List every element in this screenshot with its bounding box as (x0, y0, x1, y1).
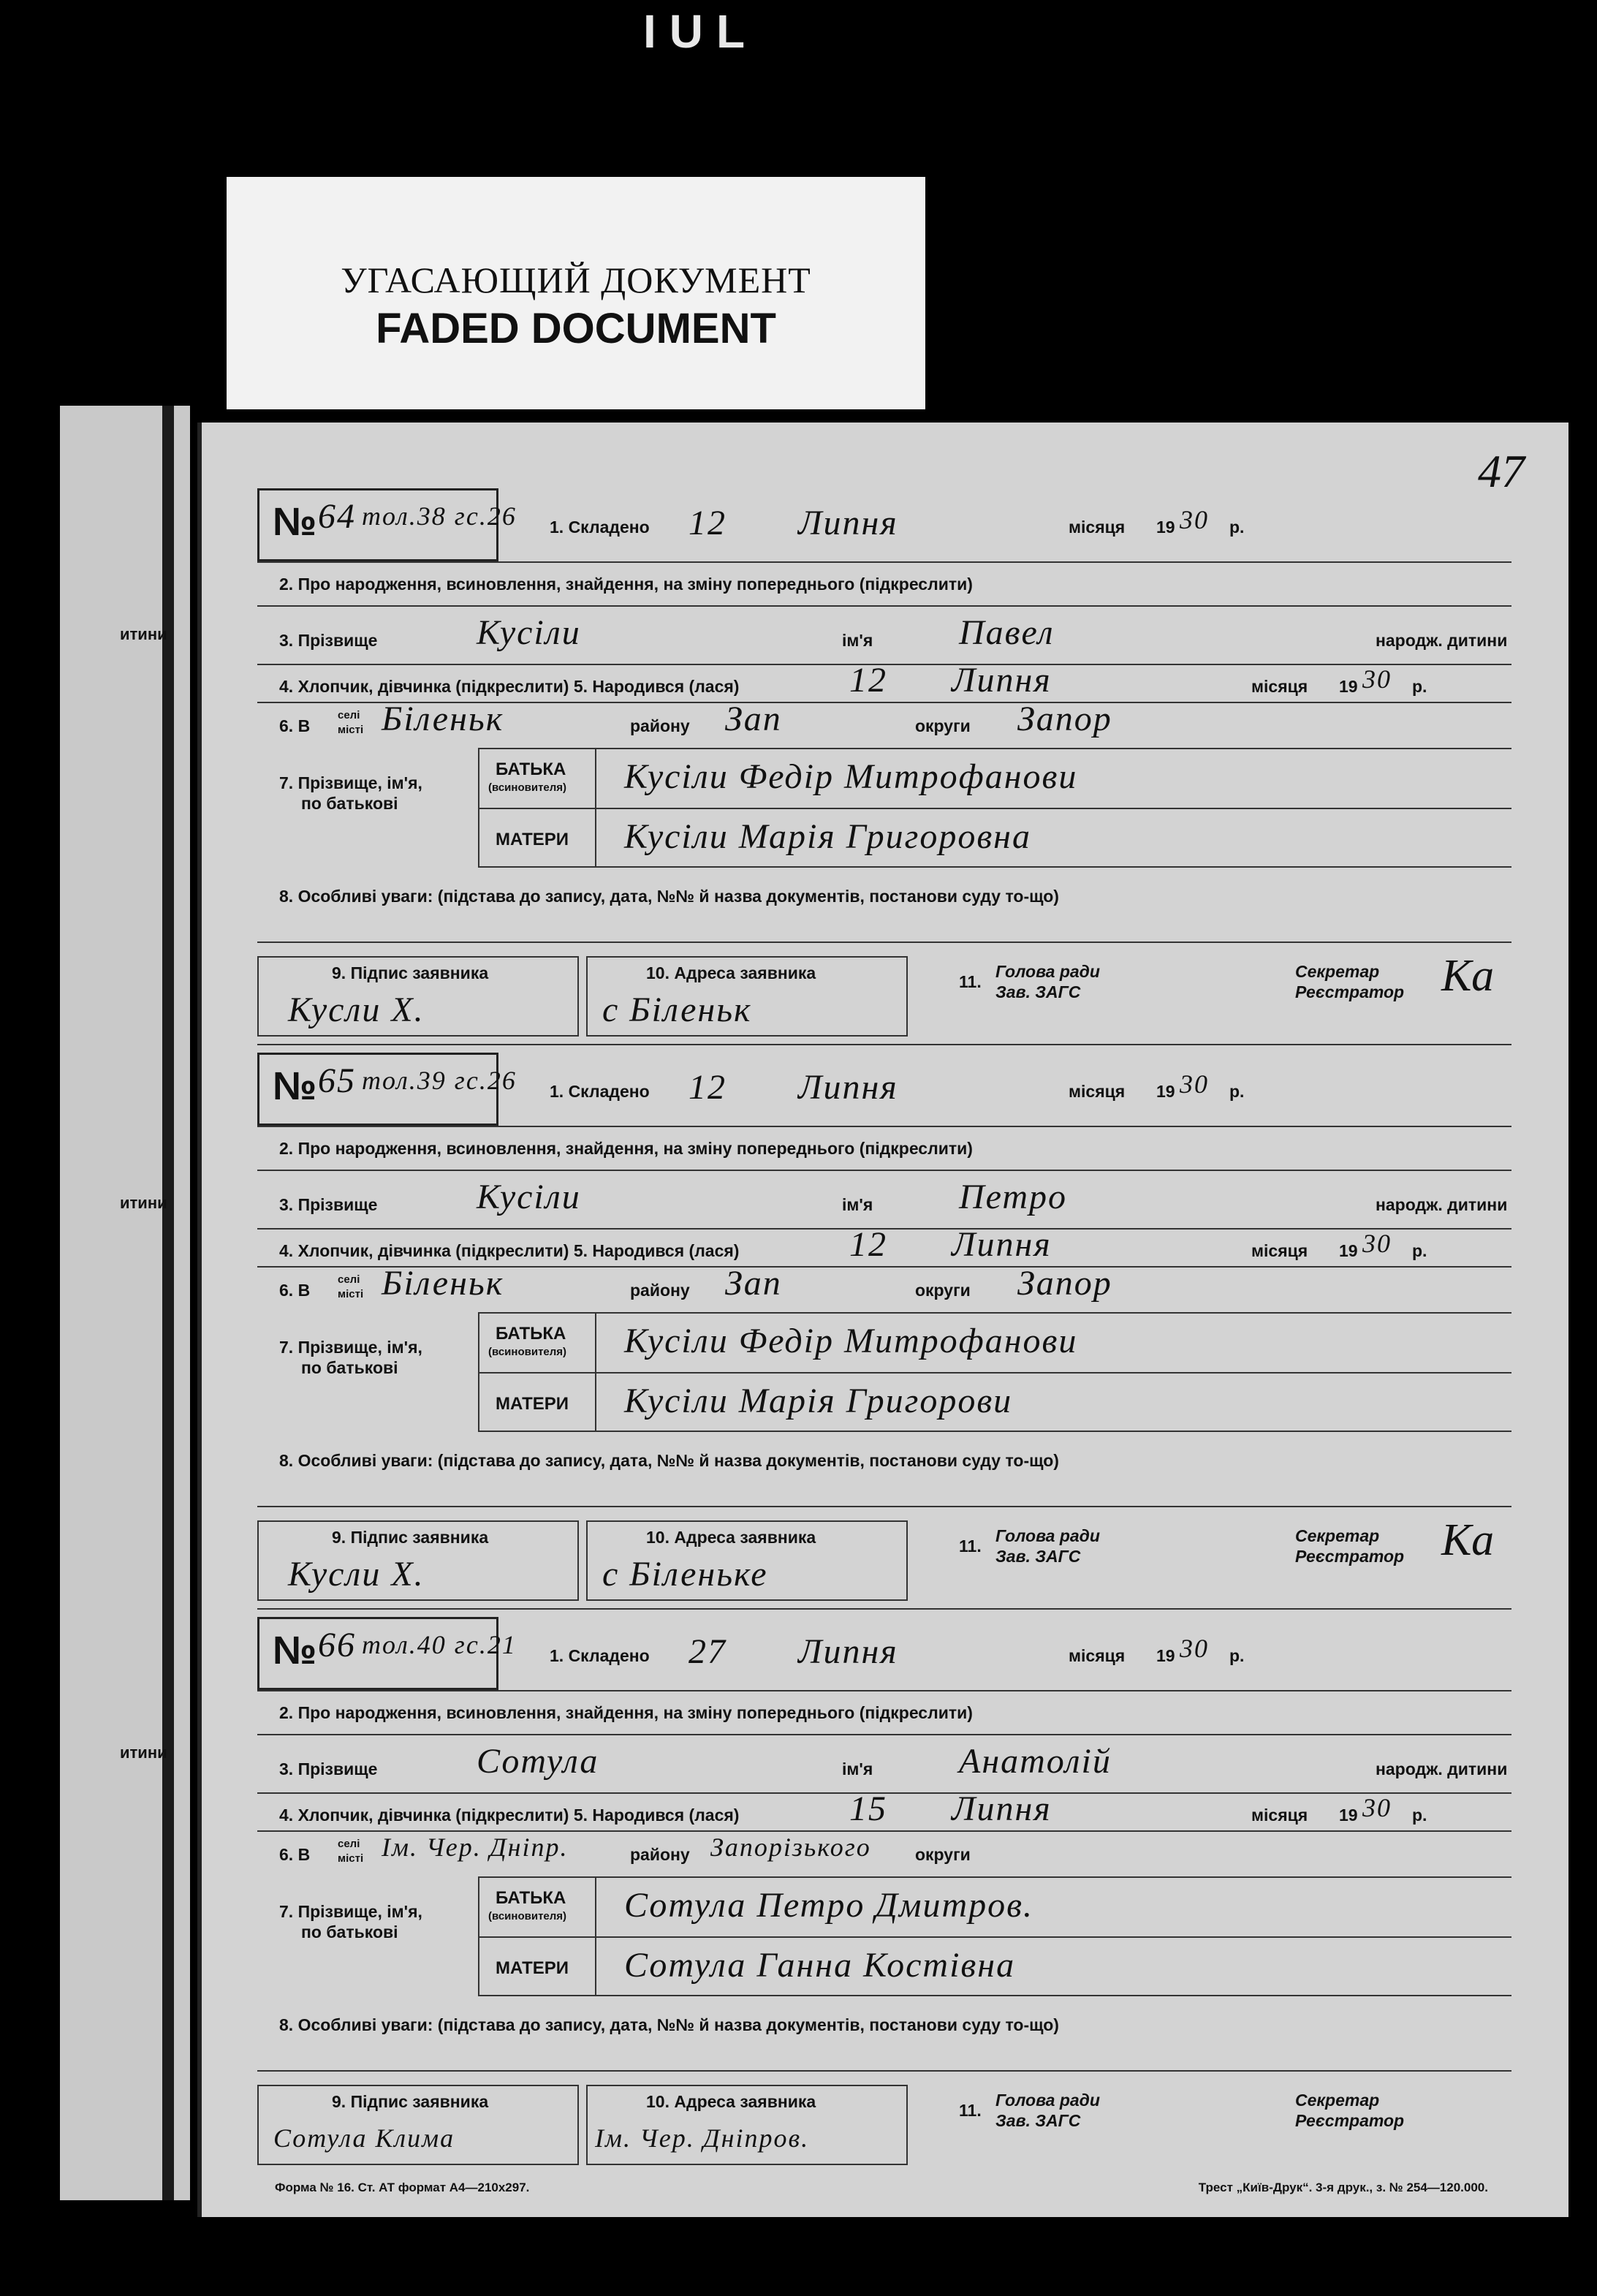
record-number-note: тол.40 гс.21 (362, 1630, 517, 1659)
applicant-address: Ім. Чер. Дніпров. (595, 2123, 810, 2153)
year-prefix: 19 (1156, 1646, 1175, 1665)
notes-label: 8. Особливі уваги: (підстава до запису, дата, №№ й назва документів, постанови суду то-що) (279, 2015, 1059, 2034)
district-name: Зап (725, 700, 782, 738)
applicant-address: с Біленьк (602, 990, 752, 1029)
okrug-label: округи (915, 1281, 971, 1300)
birth-year: 30 (1362, 664, 1392, 694)
left-cut-label: итини (120, 625, 167, 643)
head-label: Голова ради (995, 962, 1100, 981)
year-prefix: 19 (1156, 518, 1175, 537)
mother-label: МАТЕРИ (496, 830, 569, 849)
compiled-label: 1. Складено (550, 518, 650, 537)
patronymic-label: по батькові (301, 1358, 398, 1377)
birth-record (257, 1617, 1511, 2181)
registrar-label: Реєстратор (1295, 982, 1405, 1001)
month-label: місяця (1251, 677, 1308, 696)
compiled-day: 27 (689, 1632, 727, 1671)
birth-month: Липня (952, 661, 1052, 700)
district-label: району (630, 1281, 690, 1300)
year-prefix: 19 (1339, 1241, 1358, 1260)
applicant-signature-cell (257, 956, 579, 1037)
patronymic-label: по батькові (301, 1922, 398, 1941)
applicant-signature-cell (257, 2085, 579, 2165)
district-name: Зап (725, 1264, 782, 1303)
applicant-address-cell (586, 2085, 908, 2165)
boy-girl-label: 4. Хлопчик, дівчинка (підкреслити) 5. Народився (лася) (279, 1241, 740, 1260)
year-suffix: р. (1229, 1082, 1245, 1101)
district-name: Запорізького (710, 1833, 871, 1862)
faded-label-ru: УГАСАЮЩИЙ ДОКУМЕНТ (341, 259, 811, 300)
city-label: місті (338, 1852, 364, 1865)
compiled-label: 1. Складено (550, 1646, 650, 1665)
signature-label: 9. Підпис заявника (332, 1528, 489, 1547)
about-label: 2. Про народження, всиновлення, знайдення, на зміну попереднього (підкреслити) (279, 1703, 973, 1722)
applicant-address-cell (586, 956, 908, 1037)
boy-girl-label: 4. Хлопчик, дівчинка (підкреслити) 5. Народився (лася) (279, 677, 740, 696)
month-label: місяця (1251, 1806, 1308, 1825)
birth-month: Липня (952, 1225, 1052, 1264)
place-label: 6. В (279, 716, 311, 735)
about-label: 2. Про народження, всиновлення, знайдення, на зміну попереднього (підкреслити) (279, 1139, 973, 1158)
head-label: Голова ради (995, 1526, 1100, 1545)
record-number-box (257, 488, 517, 561)
address-label: 10. Адреса заявника (646, 2092, 816, 2111)
applicant-signature: Кусли Х. (288, 1555, 425, 1594)
signature-label: 9. Підпис заявника (332, 2092, 489, 2111)
father-name: Кусіли Федір Митрофанови (624, 757, 1078, 796)
record-number-note: тол.39 гс.26 (362, 1066, 517, 1095)
registrar-initials: Ка (1441, 951, 1495, 1001)
head-num: 11. (959, 2101, 982, 2120)
boy-girl-label: 4. Хлопчик, дівчинка (підкреслити) 5. Народився (лася) (279, 1806, 740, 1825)
number-sign: № (273, 1064, 317, 1108)
compiled-day: 12 (689, 1068, 727, 1107)
archive-mark: IUL (643, 5, 759, 58)
district-label: району (630, 1845, 690, 1864)
birth-day: 15 (849, 1789, 887, 1828)
father-label: БАТЬКА (496, 759, 566, 779)
adopter-label: (всиновителя) (488, 1910, 567, 1922)
year-suffix: р. (1412, 677, 1427, 696)
left-page-edge (60, 406, 190, 2200)
year-prefix: 19 (1339, 1806, 1358, 1825)
record-number: 64 (318, 497, 356, 536)
zags-label: Зав. ЗАГС (995, 1547, 1081, 1566)
surname-label: 3. Прізвище (279, 1195, 378, 1214)
mother-name: Сотула Ганна Костівна (624, 1946, 1016, 1985)
zags-label: Зав. ЗАГС (995, 2111, 1081, 2130)
compiled-year: 30 (1180, 1634, 1209, 1663)
year-suffix: р. (1412, 1806, 1427, 1825)
birth-record (257, 488, 1511, 1053)
father-label: БАТЬКА (496, 1888, 566, 1908)
name-label: ім'я (842, 631, 873, 650)
fullname-label: 7. Прізвище, ім'я, (279, 1338, 422, 1357)
child-name: Павел (959, 613, 1055, 652)
signature-label: 9. Підпис заявника (332, 963, 489, 982)
compiled-month: Липня (798, 1068, 898, 1107)
compiled-label: 1. Складено (550, 1082, 650, 1101)
child-label: народж. дитини (1376, 1759, 1508, 1778)
city-label: місті (338, 724, 364, 736)
child-label: народж. дитини (1376, 1195, 1508, 1214)
fullname-label: 7. Прізвище, ім'я, (279, 773, 422, 792)
adopter-label: (всиновителя) (488, 781, 567, 794)
birth-month: Липня (952, 1789, 1052, 1828)
month-label: місяця (1251, 1241, 1308, 1260)
applicant-signature-cell (257, 1520, 579, 1601)
compiled-day: 12 (689, 504, 727, 542)
about-label: 2. Про народження, всиновлення, знайдення, на зміну попереднього (підкреслити) (279, 575, 973, 594)
city-label: місті (338, 1288, 364, 1300)
place-name: Біленьк (382, 700, 504, 738)
head-num: 11. (959, 1537, 982, 1556)
year-prefix: 19 (1156, 1082, 1175, 1101)
district-label: району (630, 716, 690, 735)
address-label: 10. Адреса заявника (646, 1528, 816, 1547)
form-footer-right: Трест „Київ-Друк“. 3-я друк., з. № 254—120.000. (1198, 2181, 1488, 2194)
registrar-initials: Ка (1441, 1515, 1495, 1565)
okrug-label: округи (915, 716, 971, 735)
okrug-name: Запор (1017, 1264, 1112, 1303)
zags-label: Зав. ЗАГС (995, 982, 1081, 1001)
month-label: місяця (1069, 1082, 1126, 1101)
left-cut-label: итини (120, 1194, 167, 1212)
place-name: Ім. Чер. Дніпр. (382, 1833, 569, 1862)
compiled-year: 30 (1180, 1069, 1209, 1099)
place-label: 6. В (279, 1845, 311, 1864)
mother-name: Кусіли Марія Григорови (624, 1382, 1013, 1420)
birth-day: 12 (849, 1225, 887, 1264)
month-label: місяця (1069, 1646, 1126, 1665)
father-name: Сотула Петро Дмитров. (624, 1886, 1034, 1925)
applicant-signature: Кусли Х. (288, 990, 425, 1029)
name-label: ім'я (842, 1759, 873, 1778)
head-label: Голова ради (995, 2091, 1100, 2110)
secretary-label: Секретар (1295, 1526, 1380, 1545)
left-cut-label: итини (120, 1743, 167, 1762)
fullname-label: 7. Прізвище, ім'я, (279, 1902, 422, 1921)
parents-table (478, 748, 1511, 868)
place-label: 6. В (279, 1281, 311, 1300)
village-label: селі (338, 709, 360, 721)
number-sign: № (273, 500, 317, 544)
applicant-address-cell (586, 1520, 908, 1601)
mother-label: МАТЕРИ (496, 1394, 569, 1414)
faded-document-label (227, 177, 925, 409)
notes-label: 8. Особливі уваги: (підстава до запису, дата, №№ й назва документів, постанови суду то-що) (279, 887, 1059, 906)
record-number: 65 (318, 1061, 356, 1100)
secretary-label: Секретар (1295, 962, 1380, 981)
compiled-year: 30 (1180, 505, 1209, 534)
birth-record (257, 1053, 1511, 1617)
year-suffix: р. (1229, 1646, 1245, 1665)
register-page (197, 423, 1568, 2217)
okrug-name: Запор (1017, 700, 1112, 738)
place-name: Біленьк (382, 1264, 504, 1303)
parents-table (478, 1312, 1511, 1432)
record-number: 66 (318, 1626, 356, 1664)
patronymic-label: по батькові (301, 794, 398, 813)
child-name: Анатолій (959, 1742, 1112, 1781)
form-footer-left: Форма № 16. Ст. АТ формат А4—210х297. (275, 2181, 530, 2194)
year-suffix: р. (1412, 1241, 1427, 1260)
address-label: 10. Адреса заявника (646, 963, 816, 982)
birth-day: 12 (849, 661, 887, 700)
faded-label-en: FADED DOCUMENT (376, 305, 776, 352)
applicant-address: с Біленьке (602, 1555, 768, 1594)
okrug-label: округи (915, 1845, 971, 1864)
child-name: Петро (959, 1178, 1067, 1216)
record-number-note: тол.38 гс.26 (362, 501, 517, 531)
father-label: БАТЬКА (496, 1324, 566, 1344)
year-prefix: 19 (1339, 677, 1358, 696)
surname-label: 3. Прізвище (279, 1759, 378, 1778)
father-name: Кусіли Федір Митрофанови (624, 1322, 1078, 1360)
village-label: селі (338, 1838, 360, 1850)
adopter-label: (всиновителя) (488, 1346, 567, 1358)
record-number-box (257, 1617, 517, 1690)
number-sign: № (273, 1629, 317, 1672)
head-num: 11. (959, 972, 982, 991)
month-label: місяця (1069, 518, 1126, 537)
record-number-box (257, 1053, 517, 1126)
registrar-label: Реєстратор (1295, 1547, 1405, 1566)
birth-year: 30 (1362, 1793, 1392, 1822)
secretary-label: Секретар (1295, 2091, 1380, 2110)
page-fold-strip (162, 406, 174, 2200)
notes-label: 8. Особливі уваги: (підстава до запису, дата, №№ й назва документів, постанови суду то-що) (279, 1451, 1059, 1470)
year-suffix: р. (1229, 518, 1245, 537)
registrar-label: Реєстратор (1295, 2111, 1405, 2130)
child-surname: Кусіли (477, 1178, 581, 1216)
birth-year: 30 (1362, 1229, 1392, 1258)
mother-name: Кусіли Марія Григоровна (624, 817, 1031, 856)
parents-table (478, 1876, 1511, 1996)
name-label: ім'я (842, 1195, 873, 1214)
mother-label: МАТЕРИ (496, 1958, 569, 1978)
child-surname: Кусіли (477, 613, 581, 652)
compiled-month: Липня (798, 1632, 898, 1671)
page-number: 47 (1478, 445, 1525, 497)
village-label: селі (338, 1273, 360, 1286)
child-label: народж. дитини (1376, 631, 1508, 650)
child-surname: Сотула (477, 1742, 599, 1781)
surname-label: 3. Прізвище (279, 631, 378, 650)
applicant-signature: Сотула Клима (273, 2123, 455, 2153)
compiled-month: Липня (798, 504, 898, 542)
